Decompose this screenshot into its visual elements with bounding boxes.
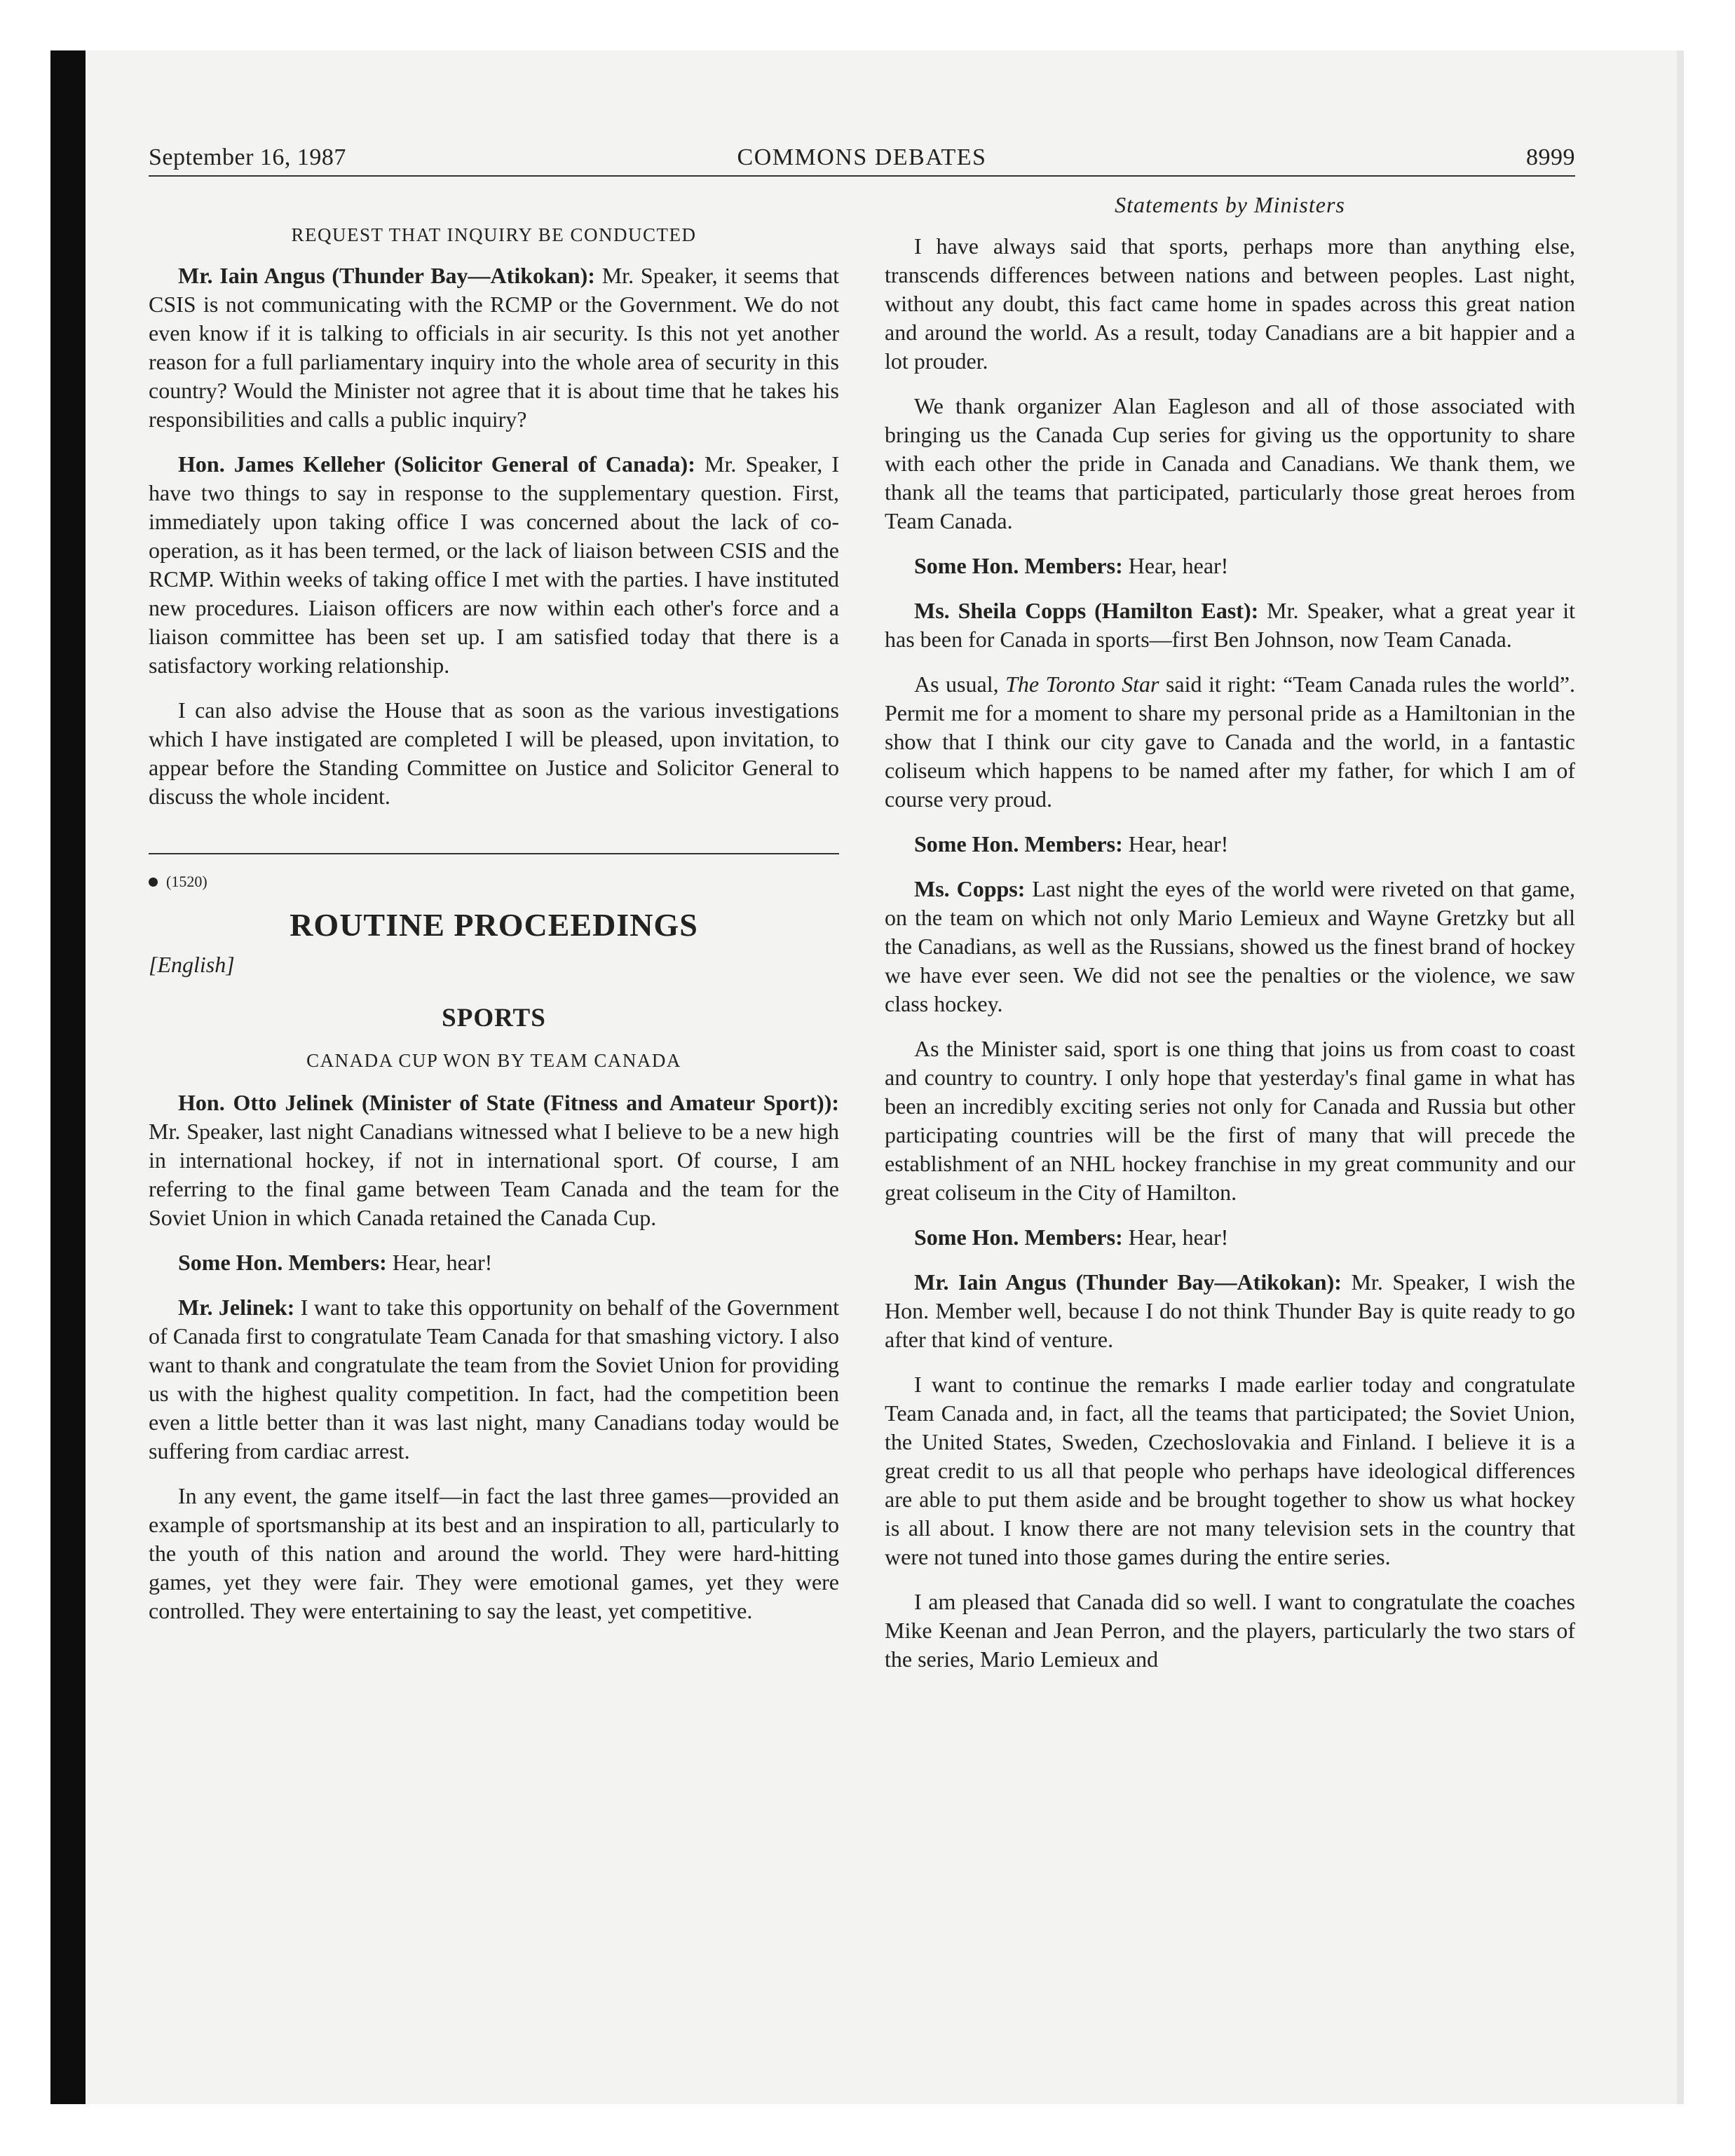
heading-inquiry: REQUEST THAT INQUIRY BE CONDUCTED bbox=[291, 224, 697, 245]
scan-binding-edge bbox=[50, 50, 86, 2104]
paragraph bbox=[885, 596, 1575, 654]
paragraph bbox=[149, 450, 839, 680]
speech-text: Hear, hear! bbox=[1122, 831, 1229, 857]
timestamp bbox=[149, 873, 839, 891]
paragraph: I want to continue the remarks I made earlier today and congratulate Team Canada and, in fact, all the teams that participated; the Soviet Union, the United States, Sweden, Czechoslovakia and Finland. I believe it is a great credit to us all that people who perhaps have ideological differences are able to put them aside and be brought together to show us what hockey is all about. I know there are not many television sets in the country that were not tuned into those games during the entire series. bbox=[885, 1372, 1575, 1569]
paragraph: We thank organizer Alan Eagleson and all of those associated with bringing us the Canada Cup series for giving us the opportunity to share with each other the pride in Canada and Canadians. We thank them, we thank all the teams that participated, particularly those great heroes from Team Canada. bbox=[885, 393, 1575, 533]
right-column bbox=[885, 189, 1575, 1690]
paragraph bbox=[885, 552, 1575, 580]
section-divider bbox=[149, 853, 839, 854]
speaker-name: Ms. Copps: bbox=[914, 876, 1026, 901]
header-date: September 16, 1987 bbox=[149, 144, 346, 170]
speaker-name: Ms. Sheila Copps (Hamilton East): bbox=[914, 598, 1259, 623]
paragraph bbox=[885, 875, 1575, 1018]
speech-text: Hear, hear! bbox=[386, 1250, 493, 1275]
subsection-title: SPORTS bbox=[442, 1004, 546, 1032]
bullet-icon bbox=[149, 878, 158, 887]
speaker-name: Some Hon. Members: bbox=[914, 553, 1123, 578]
paragraph: I can also advise the House that as soon as the various investigations which I have instigated are completed I will be pleased, upon invitation, to appear before the Standing Committee on Justice and Solicitor General to discuss the whole incident. bbox=[149, 697, 839, 809]
speech-text: Mr. Speaker, I wish the Hon. Member well, because I do not think Thunder Bay is quite ready to go after that kind of venture. bbox=[885, 1269, 1576, 1352]
document-page bbox=[149, 133, 1576, 1672]
speaker-name: Hon. Otto Jelinek (Minister of State (Fitness and Amateur Sport)): bbox=[178, 1090, 839, 1115]
newspaper-title: The Toronto Star bbox=[1005, 671, 1159, 697]
language-marker: [English] bbox=[149, 952, 235, 977]
paragraph bbox=[149, 1293, 839, 1466]
paragraph: In any event, the game itself—in fact the last three games—provided an example of sportsmanship at its best and an inspiration to all, particularly to the youth of this nation and around the world. They were hard-hitting games, yet they were fair. They were emotional games, yet they were controlled. They were entertaining to say the least, yet competitive. bbox=[149, 1483, 839, 1623]
speech-text: Hear, hear! bbox=[1122, 1224, 1229, 1250]
paragraph bbox=[885, 1268, 1575, 1354]
paragraph bbox=[885, 670, 1575, 814]
paragraph: I have always said that sports, perhaps more than anything else, transcends differences between nations and between peoples. Last night, without any doubt, this fact came home in spades across this great nation and around the world. As a result, today Canadians are a bit happier and a lot prouder. bbox=[885, 233, 1575, 374]
speech-text: Last night the eyes of the world were riveted on that game, on the team on which not only Mario Lemieux and Wayne Gretzky but all the Canadians, as well as the Russians, showed us the finest brand of hockey we have ever seen. We did not see the penalties or the violence, we saw class hockey. bbox=[885, 876, 1576, 1016]
speaker-name: Some Hon. Members: bbox=[178, 1250, 387, 1275]
speech-text: As usual, bbox=[914, 671, 1006, 697]
scanned-page bbox=[50, 50, 1684, 2104]
speech-text: Mr. Speaker, what a great year it has been for Canada in sports—first Ben Johnson, now Team Canada. bbox=[885, 598, 1576, 652]
paragraph bbox=[149, 261, 839, 434]
speaker-name: Mr. Iain Angus (Thunder Bay—Atikokan): bbox=[178, 263, 595, 288]
speech-text: Mr. Speaker, last night Canadians witnessed what I believe to be a new high in international hockey, if not in international sport. Of course, I am referring to the final game between Team Canada and the team for the Soviet Union in which Canada retained the Canada Cup. bbox=[149, 1119, 839, 1230]
speech-text: Hear, hear! bbox=[1122, 553, 1229, 578]
paragraph: As the Minister said, sport is one thing that joins us from coast to coast and country to country. I only hope that yesterday's final game in what has been an incredibly exciting series not only for Canada and Russia but other participating countries will be the first of many that will precede the establishment of an NHL hockey franchise in my great community and our great coliseum in the City of Hamilton. bbox=[885, 1036, 1575, 1205]
speaker-name: Some Hon. Members: bbox=[914, 831, 1123, 857]
section-title: ROUTINE PROCEEDINGS bbox=[290, 907, 698, 943]
speaker-name: Some Hon. Members: bbox=[914, 1224, 1123, 1250]
speaker-name: Mr. Jelinek: bbox=[178, 1295, 295, 1320]
speech-text: I want to take this opportunity on behalf of the Government of Canada first to congratulate Team Canada for that smashing victory. I also want to thank and congratulate the team from the Soviet Union for providing us with the highest quality competition. In fact, had the competition been even a little better than it was last night, many Canadians today would be suffering from cardiac arrest. bbox=[149, 1295, 840, 1464]
publication-title: COMMONS DEBATES bbox=[737, 144, 987, 170]
paragraph bbox=[149, 1248, 839, 1277]
page-number: 8999 bbox=[1526, 144, 1575, 170]
speaker-name: Hon. James Kelleher (Solicitor General of Canada): bbox=[178, 451, 695, 477]
running-header bbox=[149, 133, 1575, 177]
paragraph: I am pleased that Canada did so well. I want to congratulate the coaches Mike Keenan and Jean Perron, and the players, particularly the two stars of the series, Mario Lemieux and bbox=[885, 1589, 1575, 1672]
paragraph bbox=[885, 830, 1575, 859]
speech-text: said it right: “Team Canada rules the world”. Permit me for a moment to share my personal pride as a Hamiltonian in the show that I think our city gave to Canada and the world, in a fantastic coliseum which happens to be named after my father, for which I am of course very proud. bbox=[885, 671, 1576, 812]
paragraph bbox=[885, 1223, 1575, 1252]
paragraph bbox=[149, 1089, 839, 1232]
speech-text: Mr. Speaker, it seems that CSIS is not communicating with the RCMP or the Government. We do not even know if it is talking to officials in air security. Is this not yet another reason for a full parliamentary inquiry into the whole area of security in this country? Would the Minister not agree that it is about time that he takes his responsibilities and calls a public inquiry? bbox=[149, 263, 840, 432]
topic-heading: CANADA CUP WON BY TEAM CANADA bbox=[306, 1050, 681, 1071]
scan-right-edge bbox=[1677, 50, 1684, 2104]
left-column bbox=[149, 189, 839, 1642]
speaker-name: Mr. Iain Angus (Thunder Bay—Atikokan): bbox=[914, 1269, 1342, 1295]
timestamp-text: (1520) bbox=[166, 873, 207, 890]
column-label: Statements by Ministers bbox=[1115, 192, 1345, 217]
speech-text: Mr. Speaker, I have two things to say in response to the supplementary question. First, immediately upon taking office I was concerned about the lack of co-operation, as it has been termed, or the lack of liaison between CSIS and the RCMP. Within weeks of taking office I met with the parties. I have instituted new procedures. Liaison officers are now within each other's force and a liaison committee has been set up. I am satisfied today that there is a satisfactory working relationship. bbox=[149, 451, 840, 678]
